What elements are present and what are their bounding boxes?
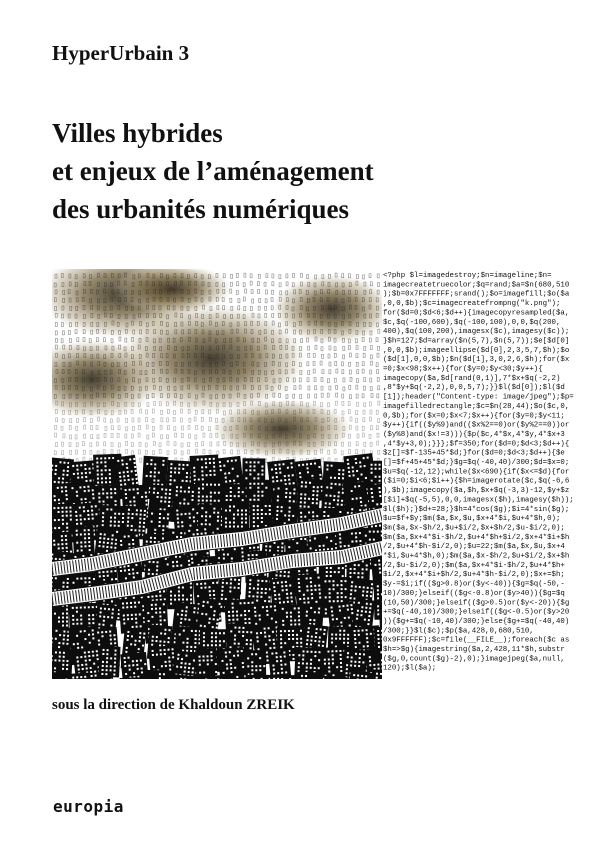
generative-city-artwork [52,269,598,679]
book-title-line: Villes hybrides [52,118,223,148]
code-line: *$i,$u+4*$h,0);$m($a,$x-$h/2,$u+$i/2,$x+$h [383,552,570,561]
code-line: 0x9FFFFFF);$c=file(__FILE__);foreach($c as [383,636,570,645]
code-line: ,0,0,$b);$c=imagecreatefrompng("k.png"); [383,300,561,309]
code-line: );$b=0x7FFFFFFF;srand();$o=imagefill;$o($a [383,290,570,299]
book-title-line: et enjeux de l’aménagement [52,156,374,186]
code-line: }$h=127;$d=array($n(5,7),$n(5,7));$e[$d[0] [383,337,570,346]
editor-credit: sous la direction de Khaldoun ZREIK [52,697,295,713]
code-line: ($d[1],0,0,$b);$n($d[1],3,0,2,6,$h);for($x [383,356,570,365]
code-line: ($i=0;$i<6;$i++){$h=imagerotate($c,$q(-6,6 [383,477,570,486]
code-line: [1]);header("Content-type: image/jpeg");$p= [383,393,574,402]
code-line: imagecopy($a,$d[rand(0,1)],7*$x+$q(-2,2) [383,374,561,383]
code-line: (10,50)/300;}elseif(($g>0.5)or($y<-20)){$g [383,599,570,608]
code-line: $u=$q(-12,12);while($x<690){if($x<=$d){for [383,468,570,477]
code-line: [$i]+$q(-5,5),0,0,imagesx($h),imagesy($h)); [383,496,574,505]
code-line: <?php $l=imagedestroy;$n=imageline;$n= [383,272,552,280]
code-line: imagecreatetruecolor;$q=rand;$a=$n(680,510 [383,281,570,290]
publisher-logo: europia [53,797,124,816]
code-line: ),$b);imagecopy($a,$h,$x+$q(-3,3)-12,$y+$z [383,487,570,496]
code-line: $m($a,$x-$h/2,$u+$i/2,$x+$h/2,$u-$i/2,0); [383,524,565,533]
book-title [52,114,374,228]
code-line: $i/2,$x+4*$i+$h/2,$u+4*$h-$i/2,0);$x+=$h; [383,571,565,580]
code-line: /2,$u+4*$h-$i/2,0);$u=22;$m($a,$x,$u,$x+4 [383,543,565,552]
code-line: =0;$x<98;$x++){for($y=0;$y<30;$y++){ [383,365,543,374]
code-line: ($y%8)and($x!=3))){$p($c,4*$x,4*$y,4*$x+3 [383,430,565,439]
code-line: /300;}}$l($c);$p($a,428,0,680,510, [383,627,534,636]
code-line: $m($a,$x+4*$i-$h/2,$u+4*$h+$i/2,$x+4*$i+$h [383,533,570,542]
code-line: $y-=$i;if(($g>0.8)or($y<-40)){$g=$q(-50,- [383,580,565,589]
code-line: for($d=0;$d<6;$d++){imagecopyresampled($a, [383,309,570,318]
code-line: imagefilledrectangle;$c=$n(28,44);$o($c,0, [383,402,570,411]
code-line: ,0,0,$b);imageellipse($d[0],2,3,5,7,$h);$o [383,346,570,355]
source-code-panel [383,272,574,673]
code-line: $z[]=$f-135+45*$d;}for($d=0;$d<3;$d++){$e [383,449,565,458]
code-line: 10)/300;}elseif(($g<-0.8)or($y>40)){$g=$q [383,589,565,598]
code-line: 400),$q(100,200),imagesx($c),imagesy($c)); [383,328,570,337]
code-line: ,4*$y+3,0);}}};$f=350;for($d=0;$d<3;$d++){ [383,440,570,449]
code-line: $y++){if(($y%9)and(($x%2==0)or($y%2==0))or [383,421,570,430]
book-title-line: des urbanités numériques [52,194,350,224]
city-drawing [52,269,410,679]
code-line: /2,$u-$i/2,0);$m($a,$x+4*$i-$h/2,$u+4*$h+ [383,561,565,570]
cover-illustration [52,269,598,679]
series-title: HyperUrbain 3 [52,41,190,65]
code-line: $h=>$g){imagestring($a,2,428,11*$h,substr [383,646,565,654]
code-line: )){$g+=$q(-10,40)/300;}else{$g+=$q(-40,40) [383,617,570,626]
code-line: []=$f+45+45*$d;}$g=$q(-40,40)/300;$d=$x=0; [383,459,570,467]
code-line: $c,$q(-100,600),$q(-100,100),0,0,$q(200, [383,318,561,327]
code-line: +=$q(-40,10)/300;}elseif(($g<-0.5)or($y>20 [383,608,570,617]
code-line: $u=$f+$y;$m($a,$x,$u,$x+4*$i,$u+4*$h,0); [383,515,561,524]
code-line: $l($h);}$d+=28;}$h=4*cos($g);$i=4*sin($g); [383,505,570,514]
code-line: ,8*$y+$q(-2,2),0,0,5,7);}}$l($d[0]);$l($d [383,384,565,393]
code-line: 0,$b);for($x=0;$x<7;$x++){for($y=0;$y<11; [383,412,565,421]
code-line: ($g,0,count($g)-2),0);}imagejpeg($a,null, [383,655,565,664]
code-line: 120);$l($a); [383,664,437,673]
